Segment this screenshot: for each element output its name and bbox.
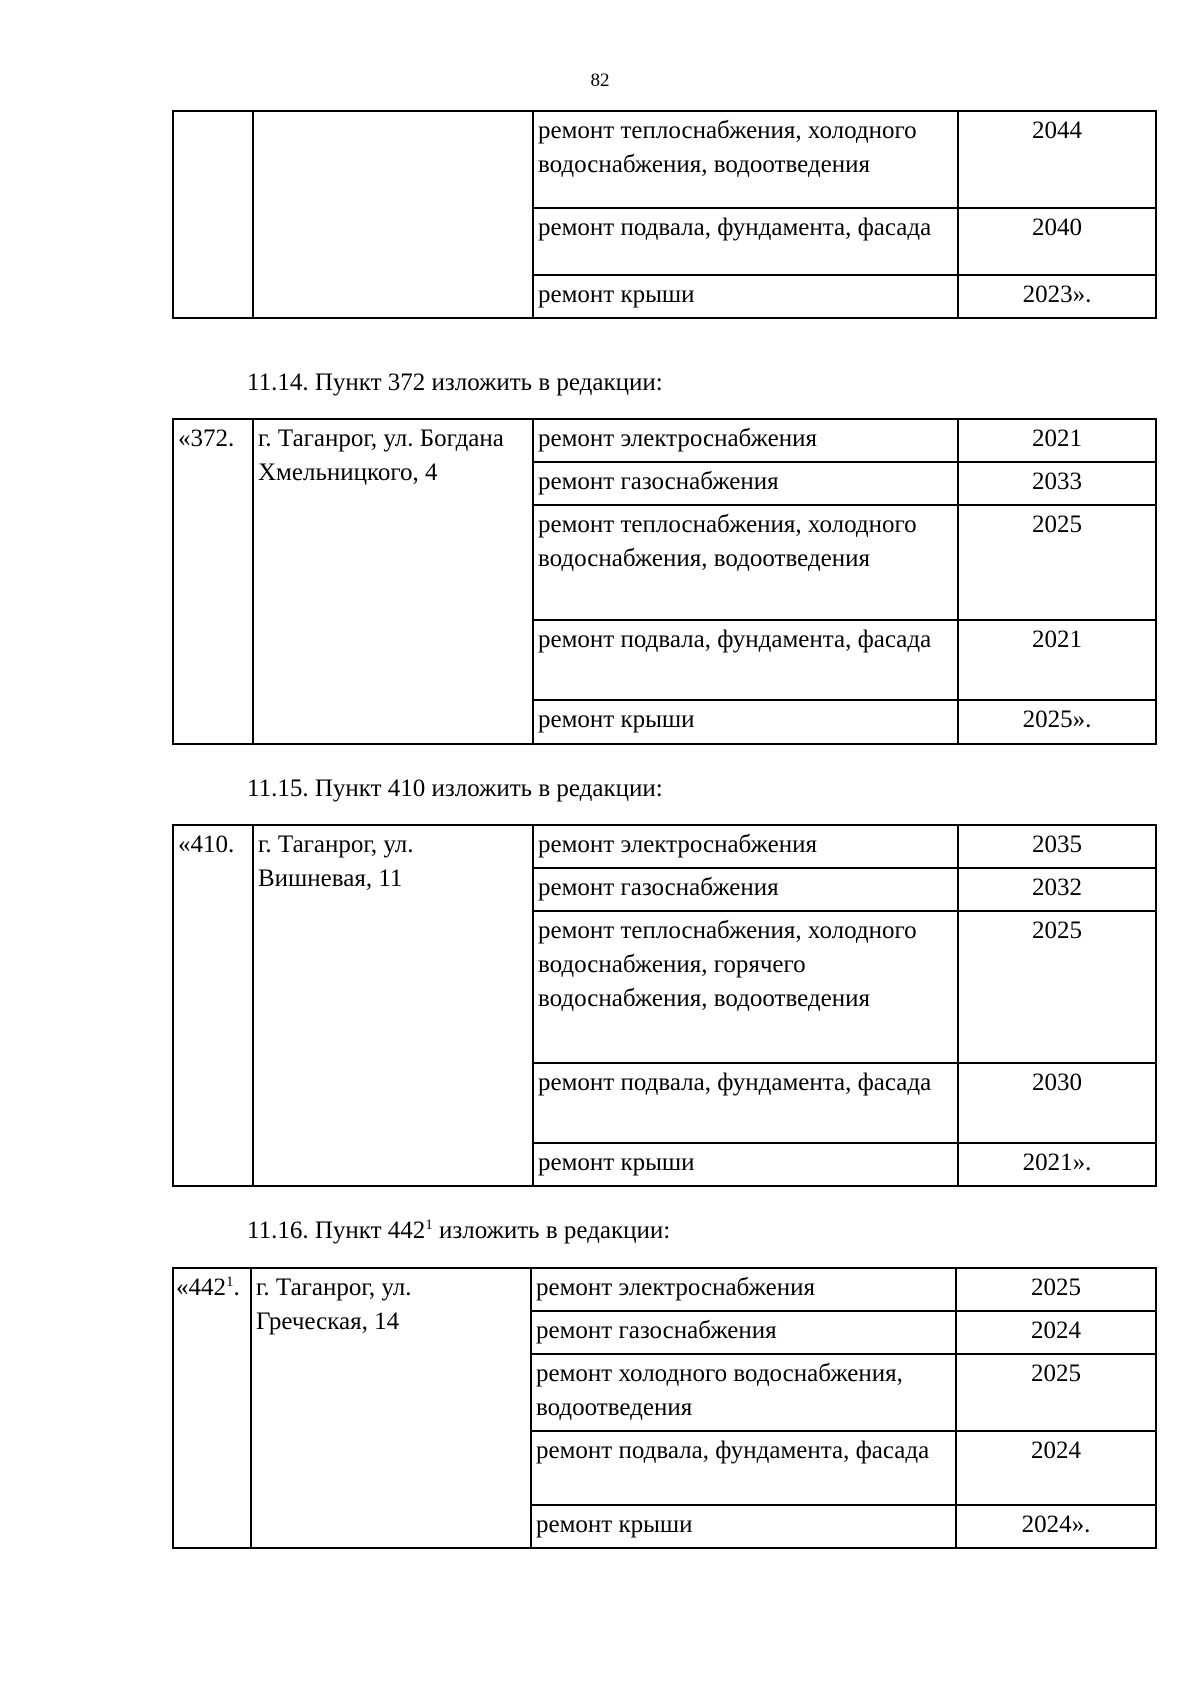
- work-cell: ремонт газоснабжения: [533, 462, 958, 505]
- work-cell: ремонт подвала, фундамента, фасада: [531, 1431, 956, 1505]
- superscript: 1: [226, 1274, 234, 1290]
- year-cell: 2024».: [956, 1505, 1156, 1548]
- year-cell: 2030: [958, 1063, 1156, 1143]
- item-number-cell: «410.: [173, 825, 253, 1186]
- table-row: [173, 111, 1156, 208]
- work-cell: ремонт крыши: [533, 700, 958, 744]
- work-cell: ремонт крыши: [531, 1505, 956, 1548]
- work-cell: ремонт газоснабжения: [531, 1311, 956, 1354]
- year-cell: 2021: [958, 419, 1156, 462]
- item-number: «442: [176, 1274, 226, 1301]
- item-number-cell: «372.: [173, 419, 253, 744]
- year-cell: 2021».: [958, 1143, 1156, 1186]
- work-cell: ремонт газоснабжения: [533, 868, 958, 911]
- directive-text: 11.16. Пункт 442: [247, 1217, 426, 1244]
- year-cell: 2040: [958, 208, 1156, 275]
- work-cell: ремонт электроснабжения: [533, 419, 958, 462]
- address-cell: г. Таганрог, ул. Греческая, 14: [251, 1268, 531, 1548]
- amendment-directive: 11.14. Пункт 372 изложить в редакции:: [247, 369, 663, 396]
- address-cell: г. Таганрог, ул. Богдана Хмельницкого, 4: [253, 419, 533, 744]
- table-row: [173, 419, 1156, 462]
- table-item-410: [172, 824, 1157, 1187]
- item-number-cell: [173, 111, 253, 318]
- year-cell: 2025: [956, 1268, 1156, 1311]
- superscript: 1: [425, 1217, 433, 1233]
- work-cell: ремонт подвала, фундамента, фасада: [533, 208, 958, 275]
- table-item-442-1: [172, 1267, 1157, 1549]
- amendment-directive: 11.15. Пункт 410 изложить в редакции:: [247, 775, 663, 802]
- year-cell: 2025».: [958, 700, 1156, 744]
- work-cell: ремонт теплоснабжения, холодного водоснабжения, водоотведения: [533, 505, 958, 620]
- work-cell: ремонт подвала, фундамента, фасада: [533, 620, 958, 700]
- year-cell: 2032: [958, 868, 1156, 911]
- work-cell: ремонт теплоснабжения, холодного водоснабжения, водоотведения: [533, 111, 958, 208]
- year-cell: 2021: [958, 620, 1156, 700]
- directive-text: изложить в редакции:: [432, 1217, 671, 1244]
- table-row: [173, 825, 1156, 868]
- amendment-directive: [247, 1214, 670, 1248]
- work-cell: ремонт холодного водоснабжения, водоотведения: [531, 1354, 956, 1431]
- item-number-dot: .: [233, 1274, 240, 1301]
- address-cell: г. Таганрог, ул. Вишневая, 11: [253, 825, 533, 1186]
- year-cell: 2023».: [958, 275, 1156, 318]
- work-cell: ремонт электроснабжения: [531, 1268, 956, 1311]
- work-cell: ремонт электроснабжения: [533, 825, 958, 868]
- year-cell: 2025: [958, 505, 1156, 620]
- year-cell: 2035: [958, 825, 1156, 868]
- table-item-372: [172, 418, 1157, 745]
- table-prev-continuation: [172, 110, 1157, 319]
- year-cell: 2024: [956, 1431, 1156, 1505]
- year-cell: 2025: [958, 911, 1156, 1063]
- year-cell: 2024: [956, 1311, 1156, 1354]
- year-cell: 2033: [958, 462, 1156, 505]
- work-cell: ремонт теплоснабжения, холодного водоснабжения, горячего водоснабжения, водоотведения: [533, 911, 958, 1063]
- year-cell: 2025: [956, 1354, 1156, 1431]
- work-cell: ремонт подвала, фундамента, фасада: [533, 1063, 958, 1143]
- work-cell: ремонт крыши: [533, 1143, 958, 1186]
- work-cell: ремонт крыши: [533, 275, 958, 318]
- year-cell: 2044: [958, 111, 1156, 208]
- address-cell: [253, 111, 533, 318]
- item-number-cell: [173, 1268, 251, 1548]
- table-row: [173, 1268, 1156, 1311]
- page-number: 82: [590, 70, 610, 91]
